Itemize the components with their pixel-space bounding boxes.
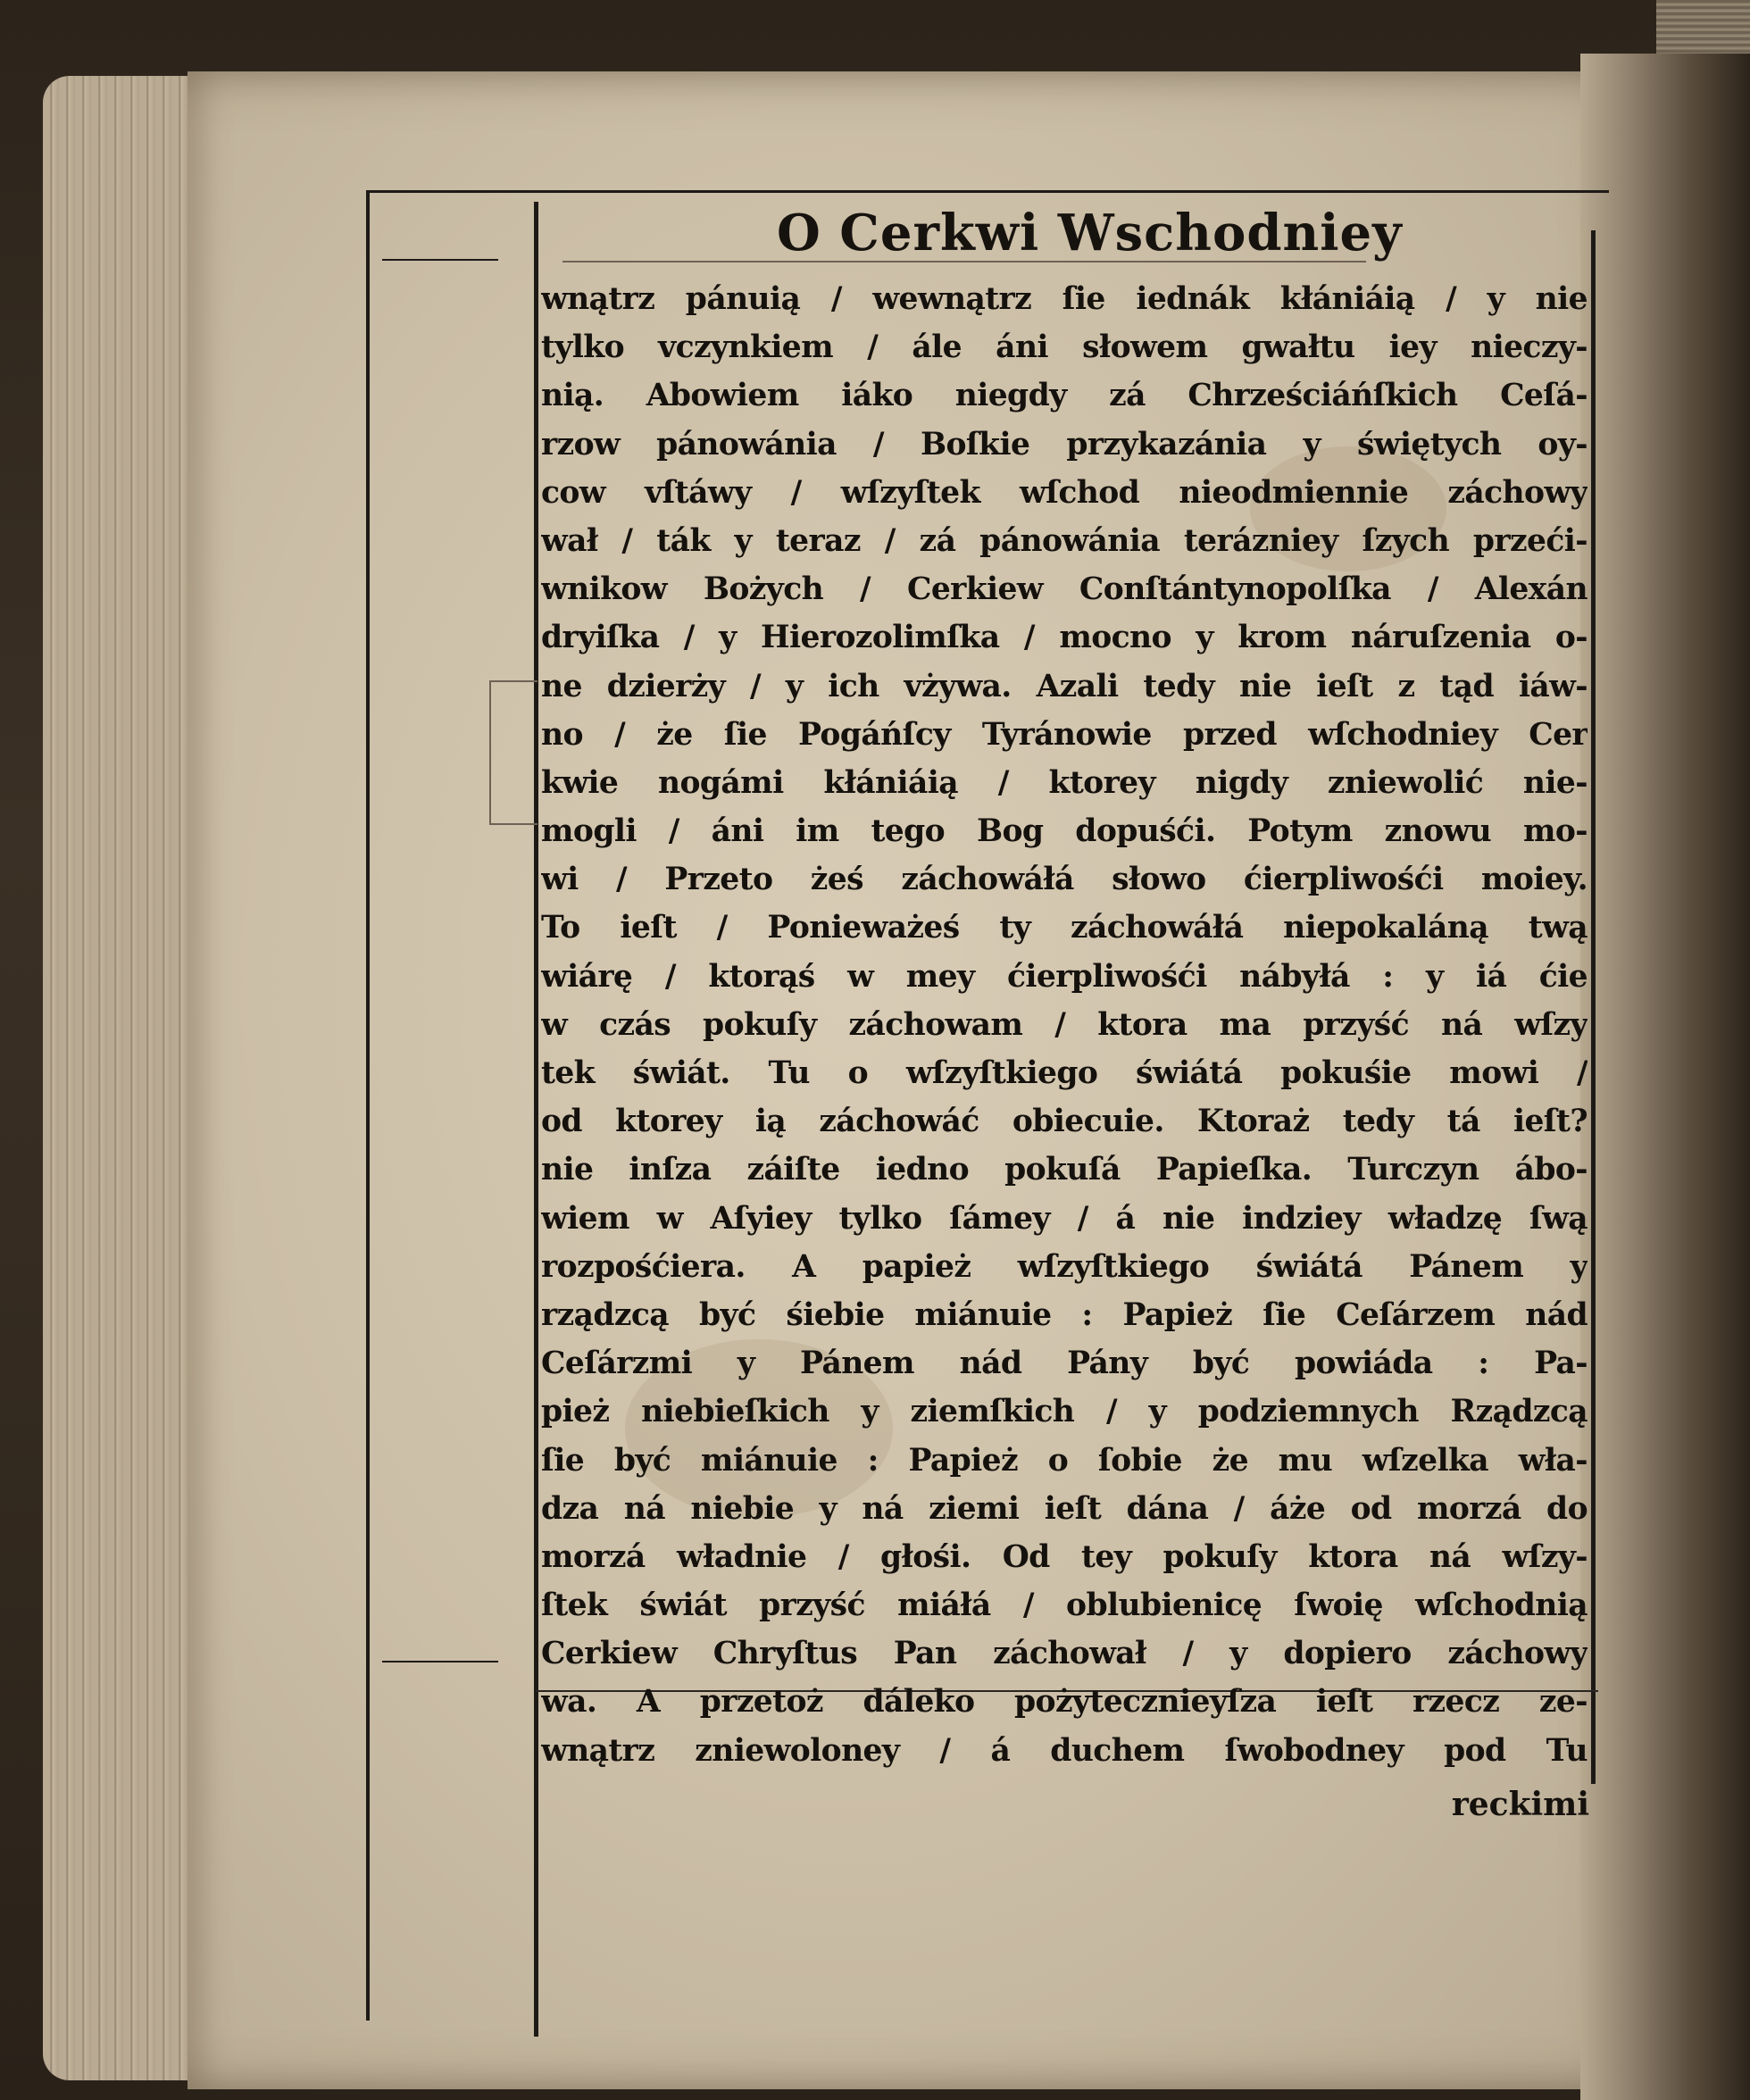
book-gutter <box>1580 54 1750 2100</box>
catchword: reckimi <box>1451 1786 1589 1823</box>
frame-rule-left-inner <box>534 202 538 2037</box>
text-line: tek świát. Tu o wſzyſtkiego świátá pokuśie mowi / <box>541 1055 1588 1091</box>
text-line: dryiſka / y Hierozolimſka / mocno y krom náruſzenia o- <box>541 620 1588 656</box>
text-line: wiárę / ktorąś w mey ćierpliwośći nábyłá : y iá ćie <box>541 958 1588 995</box>
running-header: O Cerkwi Wschodniey <box>777 204 1403 262</box>
text-line: ſie być miánuie : Papież o ſobie że mu wſzelka wła- <box>541 1442 1588 1479</box>
text-line: rzow pánowánia / Boſkie przykazánia y świętych oy- <box>541 426 1588 462</box>
margin-bracket <box>489 680 538 825</box>
text-line: rozpośćiera. A papież wſzyſtkiego świátá Pánem y <box>541 1248 1588 1285</box>
text-line: wi / Przeto żeś záchowáłá słowo ćierpliwośći moiey. <box>541 862 1588 898</box>
frame-rule-left-outer <box>366 190 370 2021</box>
margin-rule <box>382 1661 498 1662</box>
text-line: ſtek świát przyść miáłá / oblubienicę ſwoię wſchodnią <box>541 1588 1588 1624</box>
text-line: nią. Abowiem iáko niegdy zá Chrześciáńſkich Ceſá- <box>541 378 1588 414</box>
text-block <box>541 275 1588 1775</box>
text-line: wnątrz pánuią / wewnątrz ſie iednák kłániáią / y nie <box>541 281 1588 317</box>
text-line: cow vſtáwy / wſzyſtek wſchod nieodmiennie záchowy <box>541 474 1588 511</box>
text-line: dza ná niebie y ná ziemi ieſt dána / áże od morzá do <box>541 1490 1588 1527</box>
text-line: wnątrz zniewoloney / á duchem ſwobodney pod Tu <box>541 1732 1588 1769</box>
text-line: w czás pokuſy záchowam / ktora ma przyść ná wſzy <box>541 1006 1588 1043</box>
frame-rule-top <box>368 190 1609 193</box>
text-line: wnikow Bożych / Cerkiew Conſtántynopolſka / Alexán <box>541 571 1588 608</box>
text-line: wał / ták y teraz / zá pánowánia terázniey ſzych przeći- <box>541 522 1588 559</box>
text-line: kwie nogámi kłániáią / ktorey nigdy zniewolić nie- <box>541 764 1588 801</box>
text-line: morzá władnie / głośi. Od tey pokuſy ktora ná wſzy- <box>541 1538 1588 1575</box>
text-line: Ceſárzmi y Pánem nád Pány być powiáda : Pa- <box>541 1346 1588 1382</box>
text-line: rządzcą być śiebie miánuie : Papież ſie Ceſárzem nád <box>541 1296 1588 1333</box>
text-line: ne dzierży / y ich vżywa. Azali tedy nie ieſt z tąd iáw- <box>541 668 1588 704</box>
text-line: Cerkiew Chryſtus Pan záchował / y dopiero záchowy <box>541 1636 1588 1672</box>
text-line: wiem w Aſyiey tylko ſámey / á nie indziey władzę ſwą <box>541 1200 1588 1237</box>
frame-rule-right <box>1591 230 1596 1784</box>
text-line: nie inſza záiſte iedno pokuſá Papieſka. Turczyn ábo- <box>541 1152 1588 1188</box>
text-line: no / że ſie Pogáńſcy Tyránowie przed wſchodniey Cer <box>541 716 1588 753</box>
text-line: mogli / áni im tego Bog dopuśći. Potym znowu mo- <box>541 813 1588 850</box>
text-line: pież niebieſkich y ziemſkich / y podziemnych Rządzcą <box>541 1394 1588 1430</box>
text-line: tylko vczynkiem / ále áni słowem gwałtu iey nieczy- <box>541 329 1588 366</box>
text-line: wa. A przetoż dáleko pożytecznieyſza ieſt rzecz ze- <box>541 1684 1588 1721</box>
text-line: To ieſt / Ponieważeś ty záchowáłá niepokaláną twą <box>541 910 1588 946</box>
margin-rule <box>382 259 498 261</box>
text-line: od ktorey ią záchowáć obiecuie. Ktoraż tedy tá ieſt? <box>541 1104 1588 1140</box>
page-stack-edges <box>43 76 204 2080</box>
